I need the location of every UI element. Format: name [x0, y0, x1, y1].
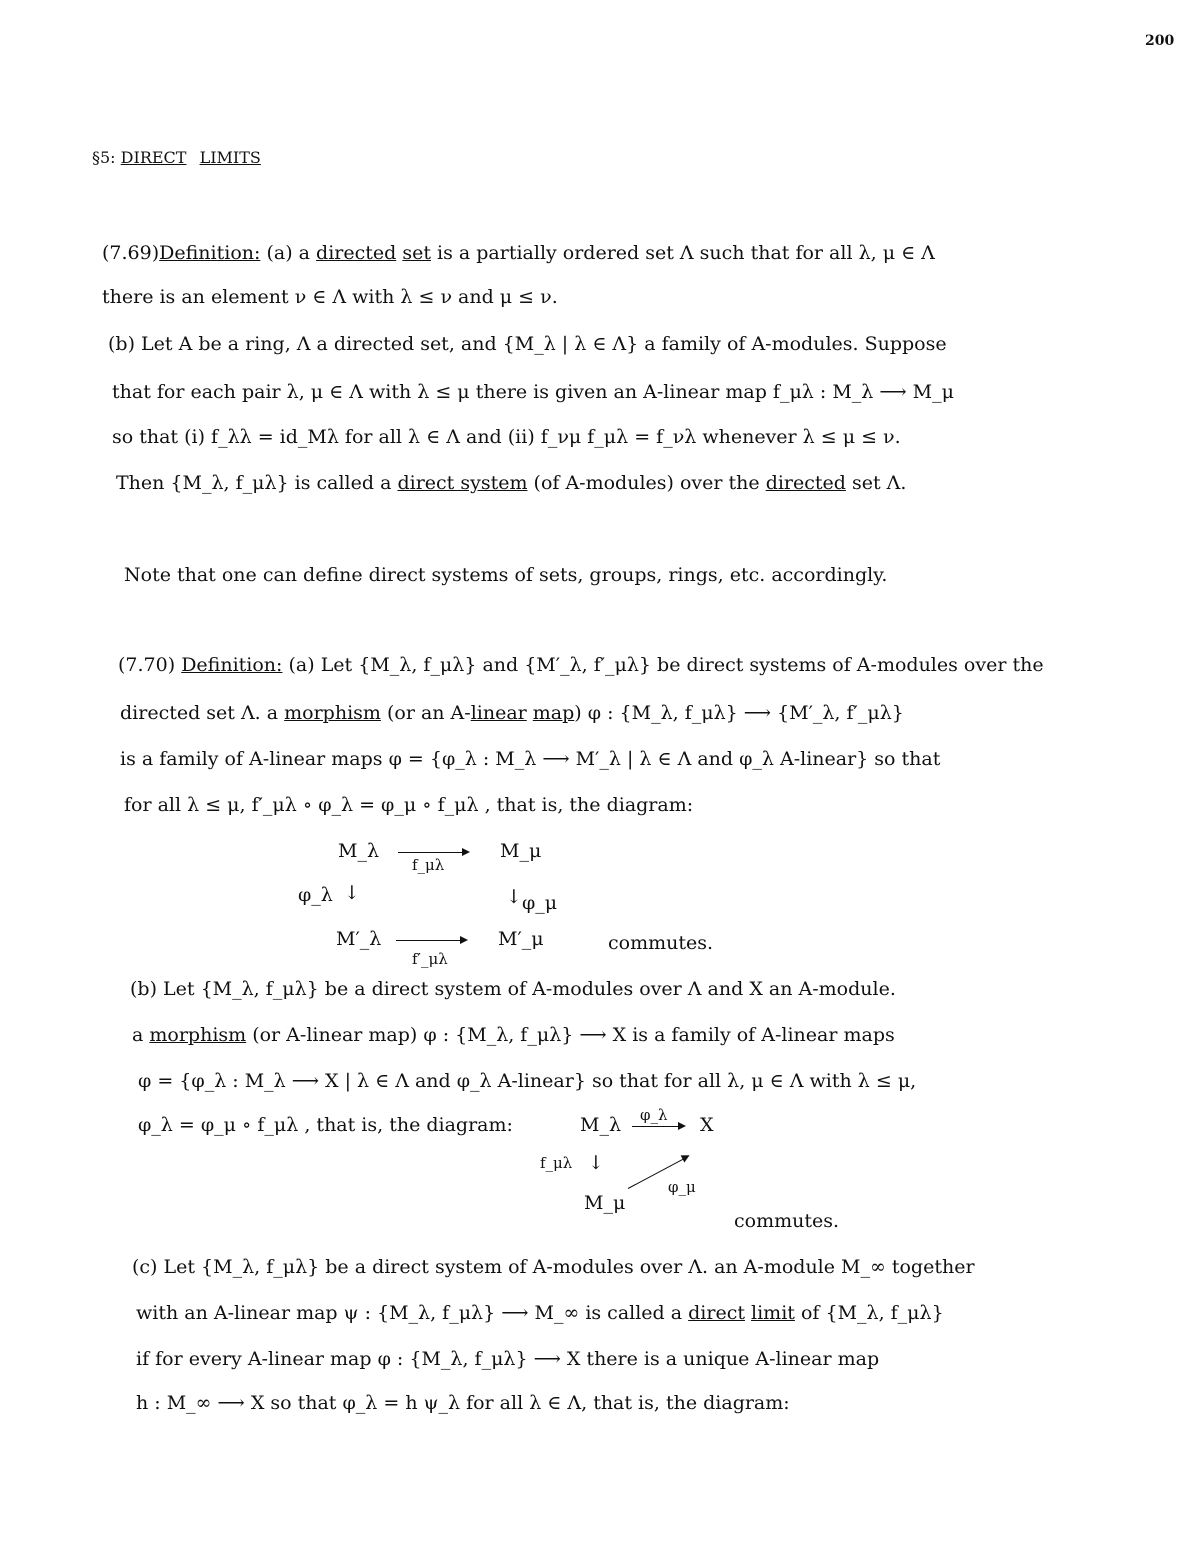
def769-line4: that for each pair λ, μ ∈ Λ with λ ≤ μ there is given an A-linear map f_μλ : M_λ ⟶ M_μ [112, 381, 954, 403]
diag2-left-label: f_μλ [540, 1154, 573, 1172]
diag2-diag-label: φ_μ [668, 1178, 696, 1196]
diag2-bottom: M_μ [584, 1192, 626, 1214]
def770-line2 [120, 704, 904, 723]
def769-line2: there is an element ν ∈ Λ with λ ≤ ν and μ ≤ ν. [102, 286, 558, 308]
term-morphism-2: morphism [149, 1024, 247, 1046]
term-direct-system: direct system [397, 472, 528, 494]
def770-line1 [118, 656, 1044, 675]
def769-word: Definition: [159, 242, 261, 264]
term-direct: direct [688, 1302, 745, 1324]
diag1-top-right: M_μ [500, 840, 542, 862]
term-limit: limit [751, 1302, 795, 1324]
diag2-commutes: commutes. [734, 1210, 840, 1232]
def769-a-post: is a partially ordered set Λ such that for all λ, μ ∈ Λ [437, 242, 935, 264]
diag1-left-down-arrow: ↓ [344, 882, 360, 904]
diag2-top-label: φ_λ [640, 1106, 668, 1124]
term-morphism: morphism [284, 702, 381, 724]
def769-l6-pre: Then {M_λ, f_μλ} is called a [116, 472, 392, 494]
diag2-down-arrow: ↓ [588, 1152, 604, 1174]
def769-l6-mid: (of A-modules) over the [533, 472, 760, 494]
diag1-bottom-label: f′_μλ [412, 950, 448, 968]
def769-l6-post: set Λ. [851, 472, 907, 494]
def770-c-line1: (c) Let {M_λ, f_μλ} be a direct system of A-modules over Λ. an A-module M_∞ together [132, 1256, 975, 1278]
diag1-top-arrow [398, 852, 468, 853]
term-directed: directed [316, 242, 397, 264]
diag1-top-left: M_λ [338, 840, 379, 862]
term-linear: linear [470, 702, 527, 724]
def770-l1: (a) Let {M_λ, f_μλ} and {M′_λ, f′_μλ} be direct systems of A-modules over the [288, 654, 1044, 676]
section-title-direct: DIRECT [120, 148, 187, 167]
def770-c-line4: h : M_∞ ⟶ X so that φ_λ = h ψ_λ for all λ ∈ Λ, that is, the diagram: [136, 1392, 790, 1414]
def770-c-line3: if for every A-linear map φ : {M_λ, f_μλ} ⟶ X there is a unique A-linear map [136, 1348, 880, 1370]
def770-b2-post: (or A-linear map) φ : {M_λ, f_μλ} ⟶ X is a family of A-linear maps [252, 1024, 895, 1046]
diag1-bottom-arrow [396, 940, 466, 941]
def770-word: Definition: [181, 654, 283, 676]
note-line: Note that one can define direct systems of sets, groups, rings, etc. accordingly. [124, 564, 888, 586]
def770-b-line3: φ = {φ_λ : M_λ ⟶ X | λ ∈ Λ and φ_λ A-linear} so that for all λ, μ ∈ Λ with λ ≤ μ, [138, 1070, 917, 1092]
term-directed-2: directed [765, 472, 846, 494]
def769-a-pre: (a) a [266, 242, 310, 264]
section-heading [92, 150, 261, 166]
page-number: 200 [1145, 33, 1175, 49]
diag1-bottom-right: M′_μ [498, 928, 544, 950]
diag1-left-label: φ_λ [298, 884, 333, 906]
diag1-commutes: commutes. [608, 932, 714, 954]
def770-line4: for all λ ≤ μ, f′_μλ ∘ φ_λ = φ_μ ∘ f_μλ , that is, the diagram: [124, 794, 694, 816]
diag2-top-arrow [632, 1126, 684, 1127]
section-title-limits: LIMITS [199, 148, 261, 167]
def770-c2-pre: with an A-linear map ψ : {M_λ, f_μλ} ⟶ M_∞ is called a [136, 1302, 683, 1324]
def770-c2-post: of {M_λ, f_μλ} [800, 1302, 944, 1324]
def770-b-line2 [132, 1026, 895, 1045]
def770-b-line1: (b) Let {M_λ, f_μλ} be a direct system of A-modules over Λ and X an A-module. [130, 978, 896, 1000]
def769-line3: (b) Let A be a ring, Λ a directed set, and {M_λ | λ ∈ Λ} a family of A-modules. Suppose [108, 333, 947, 355]
diag1-right-label: φ_μ [522, 892, 558, 914]
term-map: map [532, 702, 575, 724]
def770-l2-post: ) φ : {M_λ, f_μλ} ⟶ {M′_λ, f′_μλ} [574, 702, 904, 724]
def770-c-line2 [136, 1304, 944, 1323]
def770-l2-mid: (or an A- [386, 702, 471, 724]
def770-b2-pre: a [132, 1024, 144, 1046]
def770-b-line4: φ_λ = φ_μ ∘ f_μλ , that is, the diagram: [138, 1114, 513, 1136]
term-set: set [402, 242, 431, 264]
diag2-top-left: M_λ [580, 1114, 621, 1136]
diag1-bottom-left: M′_λ [336, 928, 382, 950]
diag1-right-down-arrow: ↓ [506, 886, 522, 908]
def770-l2-pre: directed set Λ. a [120, 702, 279, 724]
def769-line1 [102, 244, 935, 263]
def769-line6 [116, 474, 906, 493]
def769-line5: so that (i) f_λλ = id_Mλ for all λ ∈ Λ and (ii) f_νμ f_μλ = f_νλ whenever λ ≤ μ ≤ ν. [112, 426, 901, 448]
def770-label: (7.70) [118, 654, 176, 676]
def769-label: (7.69) [102, 242, 160, 264]
section-prefix: §5: [92, 148, 116, 167]
diag1-top-label: f_μλ [412, 856, 445, 874]
def770-line3: is a family of A-linear maps φ = {φ_λ : M_λ ⟶ M′_λ | λ ∈ Λ and φ_λ A-linear} so that [120, 748, 941, 770]
diag2-top-right: X [700, 1114, 714, 1136]
